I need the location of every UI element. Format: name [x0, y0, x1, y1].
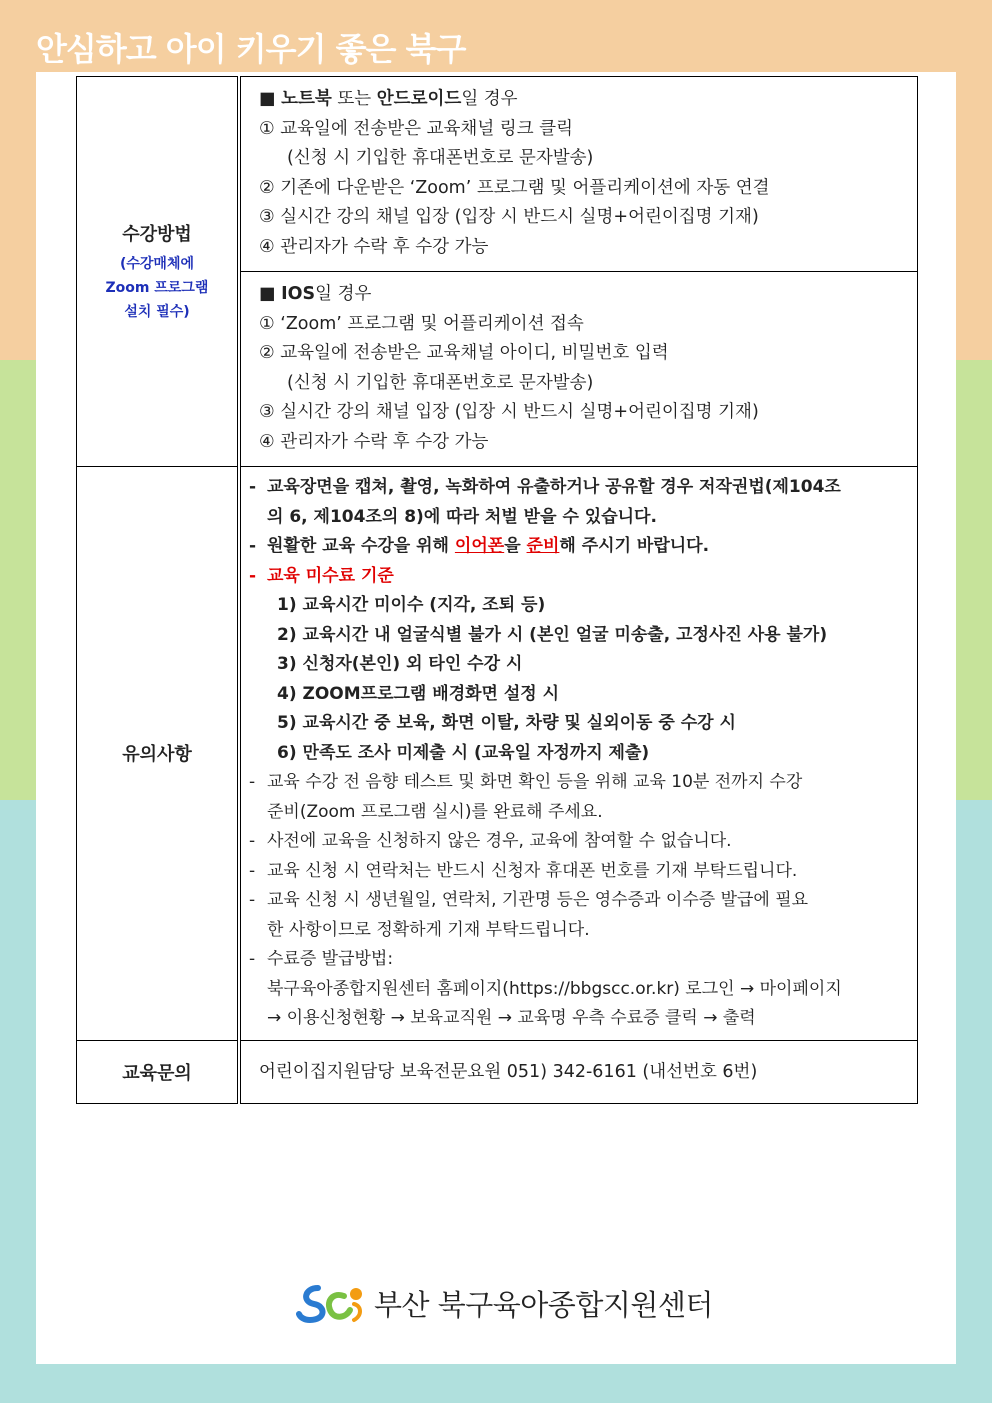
- footer-logo: [296, 1280, 713, 1326]
- criteria-6: 6) 만족도 조사 미제출 시 (교육일 자정까지 제출): [277, 742, 650, 763]
- laptop-heading-android: 안드로이드: [376, 89, 462, 109]
- note-4-cont: 준비(Zoom 프로그램 실시)를 완료해 주세요.: [267, 801, 603, 822]
- inquiry-label-cell: [77, 1040, 240, 1103]
- note-8: - 수료증 발급방법:: [249, 949, 394, 969]
- method-sub-label-3: 설치 필수): [124, 303, 190, 320]
- criteria-1: 1) 교육시간 미이수 (지각, 조퇴 등): [277, 595, 546, 615]
- ios-step-3: ③ 실시간 강의 채널 입장 (입장 시 반드시 실명+어린이집명 기재): [259, 402, 759, 422]
- note-8-path: → 이용신청현황 → 보육교직원 → 교육명 우측 수료증 클릭 → 출력: [267, 1008, 756, 1028]
- inquiry-label: 교육문의: [122, 1062, 192, 1084]
- ios-heading-ios: IOS: [281, 284, 316, 304]
- note-2: - 원활한 교육 수강을 위해 이어폰을 준비해 주시기 바랍니다.: [249, 536, 710, 556]
- note-5-text: 사전에 교육을 신청하지 않은 경우, 교육에 참여할 수 없습니다.: [267, 831, 732, 851]
- note-5: - 사전에 교육을 신청하지 않은 경우, 교육에 참여할 수 없습니다.: [249, 831, 732, 851]
- laptop-step-1: ① 교육일에 전송받은 교육채널 링크 클릭: [259, 118, 573, 139]
- org-name: 부산 북구육아종합지원센터: [374, 1287, 713, 1322]
- criteria-2: 2) 교육시간 내 얼굴식별 불가 시 (본인 얼굴 미송출, 고정사진 사용 불가): [277, 624, 828, 645]
- note-7: - 교육 신청 시 생년월일, 연락처, 기관명 등은 영수증과 이수증 발급에 필요: [249, 890, 809, 910]
- document-sheet: [36, 72, 956, 1364]
- note-2-pre: 원활한 교육 수강을 위해: [267, 536, 455, 556]
- method-sub-label-2: Zoom 프로그램: [105, 279, 209, 296]
- center-logo-icon: [296, 1280, 368, 1326]
- square-bullet-icon: ■: [259, 284, 276, 304]
- inquiry-text: 어린이집지원담당 보육전문요원 051) 342-6161 (내선번호 6번): [259, 1061, 758, 1082]
- method-label: 수강방법: [122, 223, 192, 245]
- method-label-cell: [77, 77, 240, 467]
- laptop-step-3: ③ 실시간 강의 채널 입장 (입장 시 반드시 실명+어린이집명 기재): [259, 207, 759, 227]
- laptop-heading-notebook: 노트북: [281, 89, 332, 109]
- note-4: - 교육 수강 전 음향 테스트 및 화면 확인 등을 위해 교육 10분 전까지 수강: [249, 772, 803, 792]
- ios-heading-case: 일 경우: [315, 284, 372, 304]
- note-3-text: 교육 미수료 기준: [267, 565, 394, 586]
- note-6-text: 교육 신청 시 연락처는 반드시 신청자 휴대폰 번호를 기재 부탁드립니다.: [267, 860, 798, 881]
- laptop-heading-case: 일 경우: [461, 89, 518, 109]
- note-7-text-a: 교육 신청 시 생년월일, 연락처, 기관명 등은 영수증과 이수증 발급에 필요: [267, 890, 809, 910]
- note-2-post: 해 주시기 바랍니다.: [559, 536, 710, 556]
- ios-step-1: ① ‘Zoom’ 프로그램 및 어플리케이션 접속: [259, 313, 584, 334]
- laptop-heading: [259, 85, 907, 115]
- note-3: - 교육 미수료 기준: [249, 565, 394, 586]
- method-sub-label-1: (수강매체에: [119, 255, 195, 272]
- note-2-prepare: 준비: [526, 536, 560, 556]
- criteria-5: 5) 교육시간 중 보육, 화면 이탈, 차량 및 실외이동 중 수강 시: [277, 713, 736, 733]
- notes-label: 유의사항: [122, 744, 192, 766]
- notes-cell: [239, 467, 918, 1041]
- note-1: - 교육장면을 캡쳐, 촬영, 녹화하여 유출하거나 공유할 경우 저작권법(제104조: [249, 477, 841, 497]
- note-2-mid: 을: [504, 536, 527, 556]
- note-1-cont: 의 6, 제104조의 8)에 따라 처벌 받을 수 있습니다.: [267, 506, 657, 527]
- note-2-earphone: 이어폰: [454, 536, 505, 556]
- laptop-step-2: ② 기존에 다운받은 ‘Zoom’ 프로그램 및 어플리케이션에 자동 연결: [259, 177, 770, 198]
- info-table: [76, 76, 918, 1104]
- note-7-cont: 한 사항이므로 정확하게 기재 부탁드립니다.: [267, 919, 590, 940]
- header-title: 안심하고 아이 키우기 좋은 북구: [36, 30, 466, 68]
- method-sub-label: [78, 252, 236, 324]
- notes-row: [77, 467, 918, 1041]
- method-row: [77, 77, 918, 272]
- note-4-text-a: 교육 수강 전 음향 테스트 및 화면 확인 등을 위해 교육 10분 전까지 수강: [267, 772, 803, 792]
- ios-step-2: ② 교육일에 전송받은 교육채널 아이디, 비밀번호 입력: [259, 343, 669, 363]
- note-6: - 교육 신청 시 연락처는 반드시 신청자 휴대폰 번호를 기재 부탁드립니다.: [249, 860, 798, 881]
- ios-step-4: ④ 관리자가 수락 후 수강 가능: [259, 431, 489, 452]
- notes-label-cell: [77, 467, 240, 1041]
- laptop-heading-or: 또는: [331, 89, 377, 109]
- ios-heading: [259, 280, 907, 310]
- ios-method-cell: [239, 272, 918, 467]
- laptop-step-1-note: (신청 시 기입한 휴대폰번호로 문자발송): [287, 148, 594, 168]
- laptop-step-4: ④ 관리자가 수락 후 수강 가능: [259, 236, 489, 257]
- note-8-homepage: 북구육아종합지원센터 홈페이지(https://bbgscc.or.kr) 로그인 → 마이페이지: [267, 978, 842, 999]
- square-bullet-icon: ■: [259, 89, 276, 109]
- criteria-3: 3) 신청자(본인) 외 타인 수강 시: [277, 654, 523, 674]
- inquiry-row: [77, 1040, 918, 1103]
- inquiry-cell: [239, 1040, 918, 1103]
- laptop-method-cell: [239, 77, 918, 272]
- note-8-text: 수료증 발급방법:: [267, 949, 394, 969]
- note-1-text-a: 교육장면을 캡쳐, 촬영, 녹화하여 유출하거나 공유할 경우 저작권법(제104조: [267, 477, 841, 497]
- criteria-4: 4) ZOOM프로그램 배경화면 설정 시: [277, 683, 560, 704]
- ios-step-2-note: (신청 시 기입한 휴대폰번호로 문자발송): [287, 372, 594, 393]
